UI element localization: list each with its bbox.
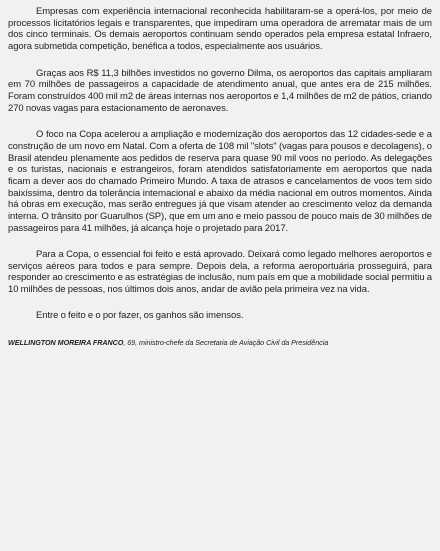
author-signature <box>8 337 432 348</box>
paragraph-3: O foco na Copa acelerou a ampliação e modernização dos aeroportos das 12 cidades-sede e a construção de um novo em Natal. Com a oferta de 108 mil "slots" (vagas para pousos e decolagens), o Brasil atendeu plenamente aos pedidos de reserva para quase 90 mil voos no período. As delegações e os turistas, nacionais e estrangeiros, foram atendidos satisfatoriamente em aeroportos que nada ficam a dever aos do chamado Primeiro Mundo. A taxa de atrasos e cancelamentos de voos tem sido baixíssima, dentro da tolerância internacional e abaixo da média nacional em outros momentos. Ainda há obras em execução, mas serão entregues já que visam atender ao crescimento veloz da demanda interna. O trânsito por Guarulhos (SP), que em um ano e meio passou de pouco mais de 30 milhões de passageiros para 41 milhões, já alcança hoje o projetado para 2017. <box>8 129 432 234</box>
paragraph-4: Para a Copa, o essencial foi feito e está aprovado. Deixará como legado melhores aeroportos e serviços aéreos para todos e para sempre. Depois dela, a reforma aeroportuária prosseguirá, para responder ao crescimento e as estratégias de inclusão, num país em que a mobilidade social permitiu a 10 milhões de pessoas, nos últimos dois anos, andar de avião pela primeira vez na vida. <box>8 249 432 296</box>
author-name: WELLINGTON MOREIRA FRANCO <box>8 338 124 348</box>
paragraph-1: Empresas com experiência internacional reconhecida habilitaram-se a operá-los, por meio de processos licitatórios legais e transparentes, que impediram uma operadora de arrematar mais de um dos cinco terminais. Os demais aeroportos continuam sendo operados pela empresa estatal Infraero, agora submetida competição, benéfica a todos, especialmente aos usuários. <box>8 6 432 52</box>
author-role: , 69, ministro-chefe da Secretaria de Aviação Civil da Presidência <box>123 338 329 348</box>
paragraph-5: Entre o feito e o por fazer, os ganhos são imensos. <box>36 309 244 321</box>
paragraph-2: Graças aos R$ 11,3 bilhões investidos no governo Dilma, os aeroportos das capitais ampliaram em 70 milhões de passageiros a capacidade de atendimento anual, que antes era de 215 milhões. Foram construídos 400 mil m2 de áreas internas nos aeroportos e 1,4 milhões de m2 de pátios, criando 270 novas vagas para estacionamento de aeronaves. <box>8 67 432 114</box>
